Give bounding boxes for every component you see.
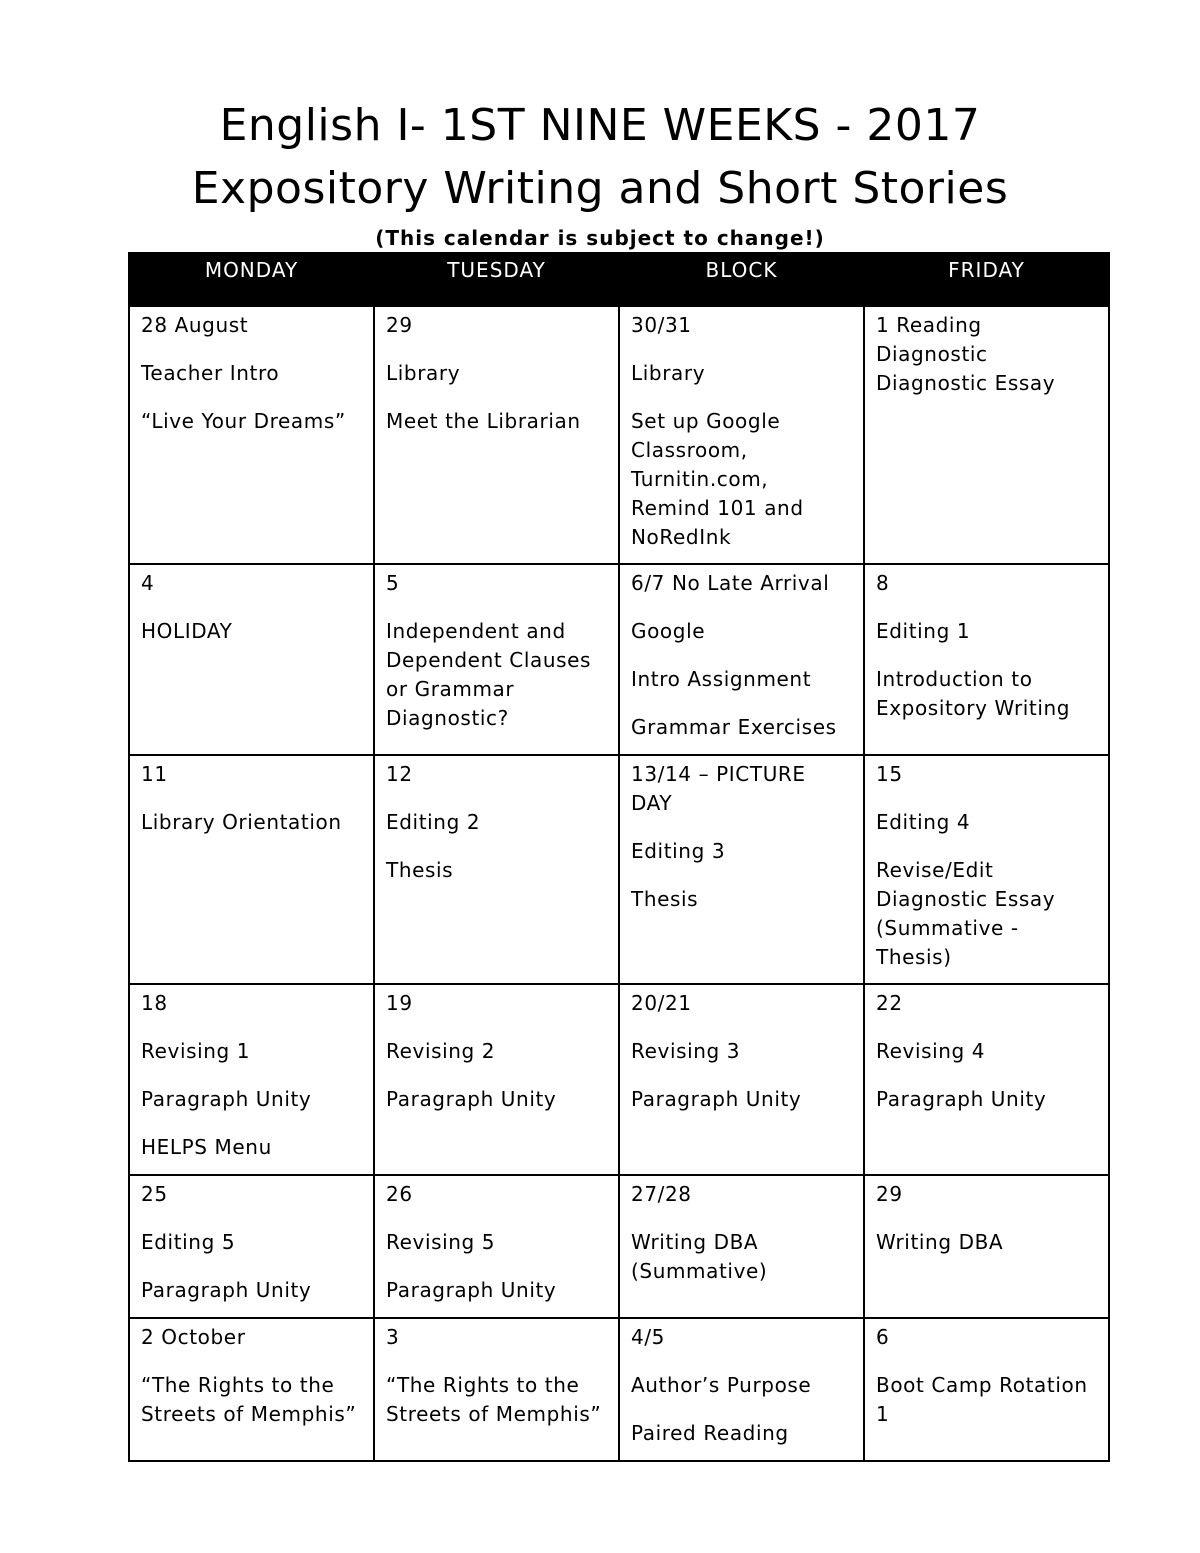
day-entry: Meet the Librarian: [386, 409, 581, 433]
day-entry: Intro Assignment: [631, 667, 812, 691]
day-date: 27/28: [631, 1182, 692, 1206]
day-entry: Paragraph Unity: [141, 1278, 312, 1302]
day-cell-monday: [129, 1175, 374, 1318]
day-entry: HOLIDAY: [141, 619, 233, 643]
day-cell-monday: [129, 984, 374, 1175]
day-cell-tuesday: [374, 564, 619, 755]
day-entry: Boot Camp Rotation 1: [876, 1373, 1088, 1426]
day-entry: Grammar Exercises: [631, 715, 837, 739]
day-date: 6/7 No Late Arrival: [631, 571, 830, 595]
week-row: [129, 1318, 1109, 1461]
day-cell-tuesday: [374, 306, 619, 564]
day-entry: Thesis: [386, 858, 454, 882]
day-entry: Library: [631, 361, 706, 385]
day-date: 8: [876, 571, 890, 595]
day-cell-monday: [129, 1318, 374, 1461]
day-date: 3: [386, 1325, 400, 1349]
day-date: 29: [386, 313, 413, 337]
day-cell-tuesday: [374, 1318, 619, 1461]
day-cell-block: [619, 1318, 864, 1461]
day-entry: “The Rights to the Streets of Memphis”: [141, 1373, 357, 1426]
day-cell-tuesday: [374, 1175, 619, 1318]
day-entry: Paragraph Unity: [631, 1087, 802, 1111]
day-cell-block: [619, 984, 864, 1175]
day-entry: Revising 4: [876, 1039, 986, 1063]
day-entry: Revising 2: [386, 1039, 496, 1063]
page-title: English I- 1ST NINE WEEKS - 2017: [219, 100, 981, 151]
day-entry: HELPS Menu: [141, 1135, 272, 1159]
day-entry: Revise/Edit Diagnostic Essay (Summative - Thesis): [876, 858, 1056, 969]
day-entry: Teacher Intro: [141, 361, 280, 385]
day-entry: Google: [631, 619, 706, 643]
disclaimer-note: (This calendar is subject to change!): [375, 226, 825, 250]
day-entry: Paragraph Unity: [876, 1087, 1047, 1111]
page-subtitle-heading: Expository Writing and Short Stories: [191, 163, 1009, 214]
day-date: 19: [386, 991, 413, 1015]
day-entry: Editing 3: [631, 839, 726, 863]
week-row: [129, 564, 1109, 755]
day-entry: Thesis: [631, 887, 699, 911]
day-cell-tuesday: [374, 755, 619, 984]
day-entry: Paragraph Unity: [386, 1087, 557, 1111]
day-cell-friday: [864, 755, 1109, 984]
day-cell-friday: [864, 564, 1109, 755]
day-entry: Editing 4: [876, 810, 971, 834]
day-cell-friday: [864, 306, 1109, 564]
day-cell-friday: [864, 984, 1109, 1175]
day-entry: Editing 2: [386, 810, 481, 834]
day-date: 29: [876, 1182, 903, 1206]
day-date: 20/21: [631, 991, 692, 1015]
day-date: 25: [141, 1182, 168, 1206]
day-entry: Revising 3: [631, 1039, 741, 1063]
day-entry: Revising 5: [386, 1230, 496, 1254]
day-date: 5: [386, 571, 400, 595]
day-cell-block: [619, 564, 864, 755]
day-entry: “Live Your Dreams”: [141, 409, 346, 433]
day-date: 18: [141, 991, 168, 1015]
day-entry: Writing DBA: [876, 1230, 1004, 1254]
week-row: [129, 1175, 1109, 1318]
day-date: 4/5: [631, 1325, 665, 1349]
day-entry: Set up Google Classroom, Turnitin.com, Remind 101 and NoRedInk: [631, 409, 804, 549]
header-row: [129, 253, 1109, 306]
day-cell-tuesday: [374, 984, 619, 1175]
day-cell-monday: [129, 755, 374, 984]
day-entry: Independent and Dependent Clauses or Grammar Diagnostic?: [386, 619, 592, 730]
day-entry: Paragraph Unity: [386, 1278, 557, 1302]
day-cell-block: [619, 306, 864, 564]
day-date: 4: [141, 571, 155, 595]
day-entry: Paired Reading: [631, 1421, 789, 1445]
day-date: 11: [141, 762, 168, 786]
day-date: 6: [876, 1325, 890, 1349]
day-date: 13/14 – PICTURE DAY: [631, 762, 806, 815]
day-date: 30/31: [631, 313, 692, 337]
column-header-monday: MONDAY: [129, 253, 374, 306]
day-date: 2 October: [141, 1325, 246, 1349]
day-entry: “The Rights to the Streets of Memphis”: [386, 1373, 602, 1426]
calendar-table: [128, 252, 1110, 1462]
day-cell-monday: [129, 306, 374, 564]
day-date: 26: [386, 1182, 413, 1206]
day-entry: Paragraph Unity: [141, 1087, 312, 1111]
day-entry: Revising 1: [141, 1039, 251, 1063]
day-date: 28 August: [141, 313, 249, 337]
day-entry: Writing DBA (Summative): [631, 1230, 768, 1283]
day-cell-block: [619, 755, 864, 984]
week-row: [129, 984, 1109, 1175]
week-row: [129, 306, 1109, 564]
day-date: 15: [876, 762, 903, 786]
day-cell-block: [619, 1175, 864, 1318]
day-entry: Editing 1: [876, 619, 971, 643]
day-entry: Library: [386, 361, 461, 385]
day-date: 22: [876, 991, 903, 1015]
column-header-tuesday: TUESDAY: [374, 253, 619, 306]
day-date: 12: [386, 762, 413, 786]
day-entry: Author’s Purpose: [631, 1373, 812, 1397]
day-cell-friday: [864, 1175, 1109, 1318]
column-header-friday: FRIDAY: [864, 253, 1109, 306]
day-date: 1 Reading Diagnostic Diagnostic Essay: [876, 313, 1056, 395]
column-header-block: BLOCK: [619, 253, 864, 306]
week-row: [129, 755, 1109, 984]
day-entry: Editing 5: [141, 1230, 236, 1254]
calendar-body: [129, 306, 1109, 1461]
day-entry: Library Orientation: [141, 810, 342, 834]
day-entry: Introduction to Expository Writing: [876, 667, 1071, 720]
day-cell-monday: [129, 564, 374, 755]
day-cell-friday: [864, 1318, 1109, 1461]
